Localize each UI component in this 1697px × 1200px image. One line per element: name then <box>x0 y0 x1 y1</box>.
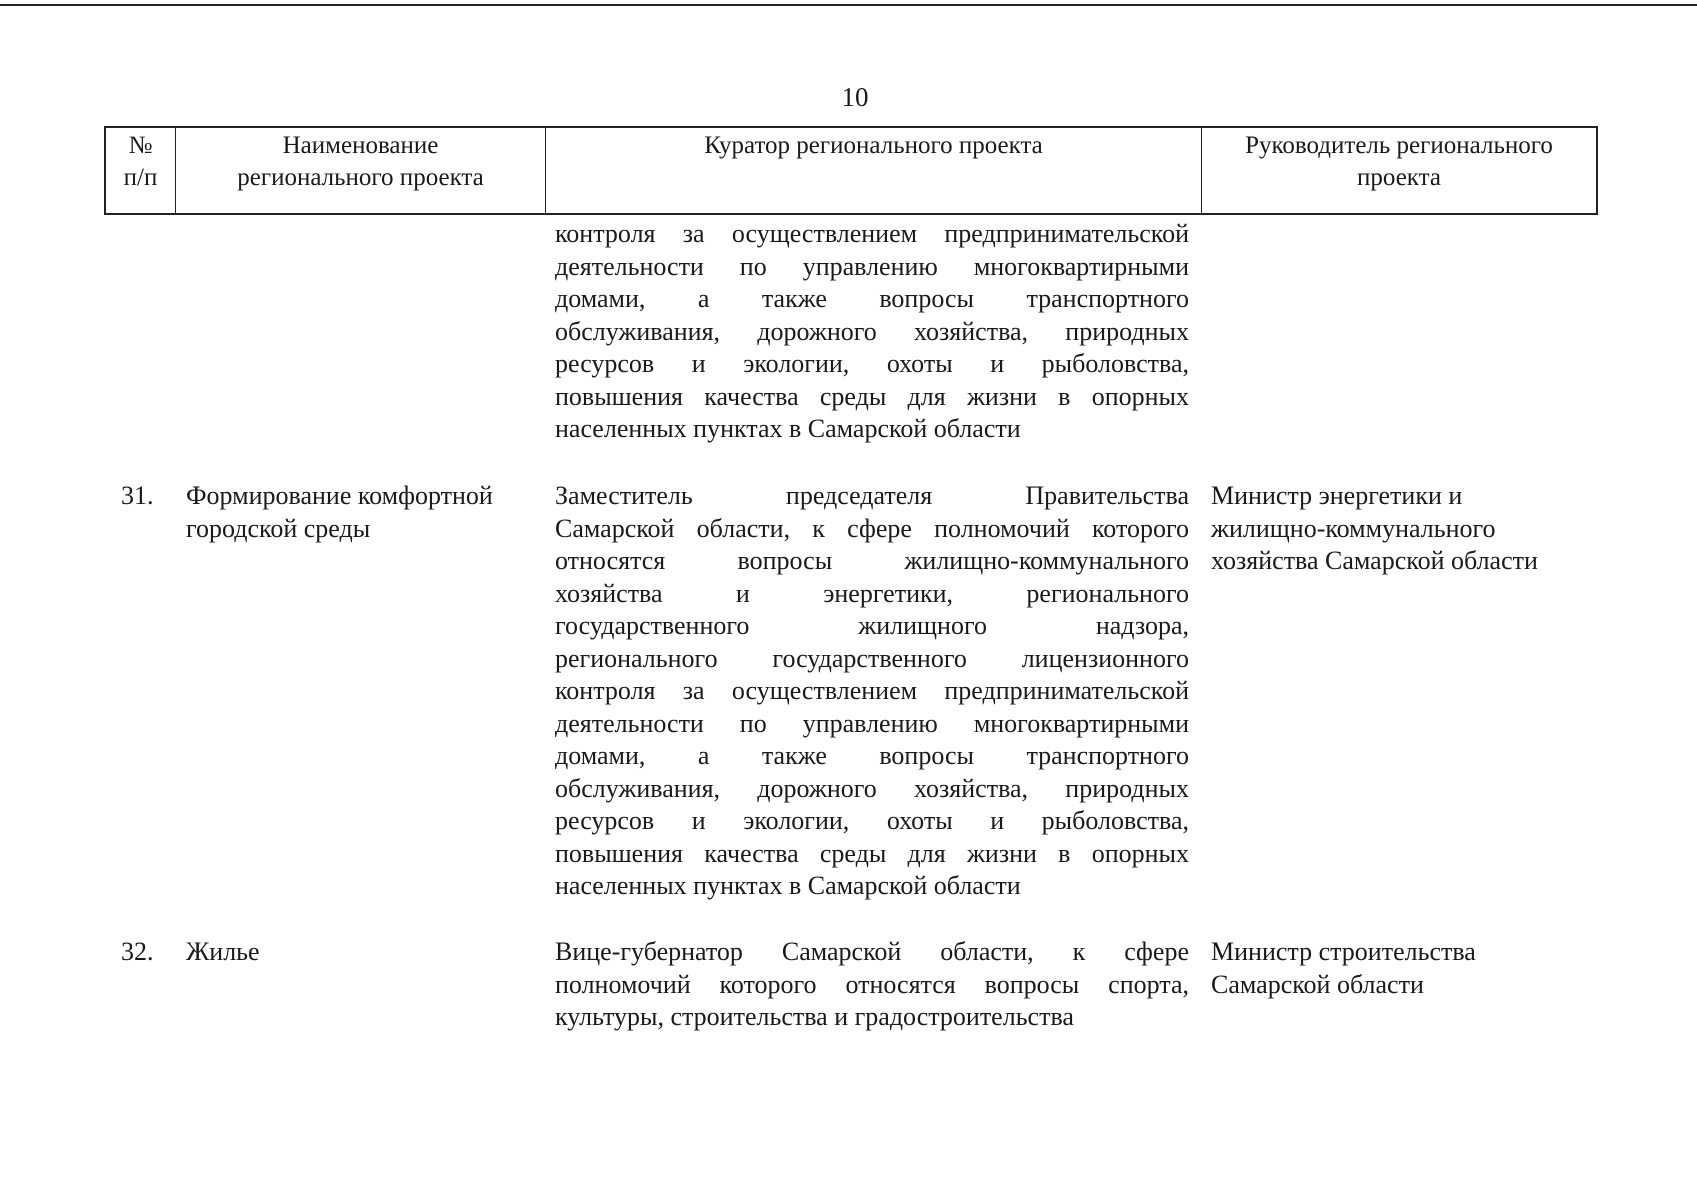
text-line: полномочий которого относятся вопросы спорта, <box>555 969 1189 999</box>
text-line: домами, а также вопросы транспортного <box>555 741 1189 770</box>
project-head-line: хозяйства Самарской области <box>1211 546 1538 575</box>
text-line: Заместитель председателя Правительства <box>555 481 1189 510</box>
text-line: деятельности по управлению многоквартирными <box>555 708 1189 738</box>
project-name <box>186 936 541 969</box>
header-curator <box>546 128 1202 213</box>
project-head <box>1211 480 1601 578</box>
project-curator <box>555 936 1189 1034</box>
page-number: 10 <box>841 82 869 112</box>
text-line: населенных пунктах в Самарской области <box>555 414 1021 443</box>
header-project-head-line: Руководитель регионального <box>1245 132 1553 159</box>
header-project-name-line: регионального проекта <box>237 164 484 191</box>
project-head-line: жилищно-коммунального <box>1211 513 1496 543</box>
header-number <box>106 128 176 213</box>
project-head-line: Министр строительства <box>1211 937 1476 966</box>
header-project-name-line: Наименование <box>282 132 439 159</box>
text-line: повышения качества среды для жизни в опорных <box>555 838 1189 868</box>
text-line: ресурсов и экологии, охоты и рыболовства, <box>555 349 1189 378</box>
project-name-line: Формирование комфортной <box>186 481 493 510</box>
top-rule <box>0 4 1697 6</box>
table-header <box>104 126 1598 215</box>
text-line: повышения качества среды для жизни в опорных <box>555 381 1189 411</box>
text-line: регионального государственного лицензионного <box>555 643 1189 673</box>
header-number-line: № <box>128 132 153 159</box>
text-line: Самарской области, к сфере полномочий которого <box>555 513 1189 543</box>
project-name-line: Жилье <box>186 937 260 966</box>
project-head <box>1211 936 1601 1001</box>
text-line: населенных пунктах в Самарской области <box>555 871 1021 900</box>
text-line: обслуживания, дорожного хозяйства, природных <box>555 316 1189 346</box>
text-line: Вице-губернатор Самарской области, к сфере <box>555 937 1189 966</box>
header-project-head <box>1202 128 1596 213</box>
text-line: государственного жилищного надзора, <box>555 611 1189 640</box>
continued-curator-text <box>555 218 1189 446</box>
text-line: контроля за осуществлением предпринимательской <box>555 219 1189 248</box>
text-line: обслуживания, дорожного хозяйства, природных <box>555 773 1189 803</box>
header-project-head-line: проекта <box>1357 164 1441 191</box>
text-line: хозяйства и энергетики, регионального <box>555 578 1189 608</box>
text-line: относятся вопросы жилищно-коммунального <box>555 546 1189 575</box>
row-number: 32. <box>121 937 154 966</box>
text-line: культуры, строительства и градостроительства <box>555 1002 1074 1031</box>
project-head-line: Министр энергетики и <box>1211 481 1463 510</box>
project-curator <box>555 480 1189 903</box>
text-line: деятельности по управлению многоквартирными <box>555 251 1189 281</box>
row-number: 31. <box>121 481 154 510</box>
text-line: ресурсов и экологии, охоты и рыболовства, <box>555 806 1189 835</box>
text-line: контроля за осуществлением предпринимательской <box>555 676 1189 705</box>
header-number-line: п/п <box>123 164 158 191</box>
header-project-name <box>176 128 546 213</box>
project-name <box>186 480 541 545</box>
header-curator-line: Куратор регионального проекта <box>704 132 1043 159</box>
project-name-line: городской среды <box>186 513 371 543</box>
text-line: домами, а также вопросы транспортного <box>555 284 1189 313</box>
project-head-line: Самарской области <box>1211 969 1424 999</box>
